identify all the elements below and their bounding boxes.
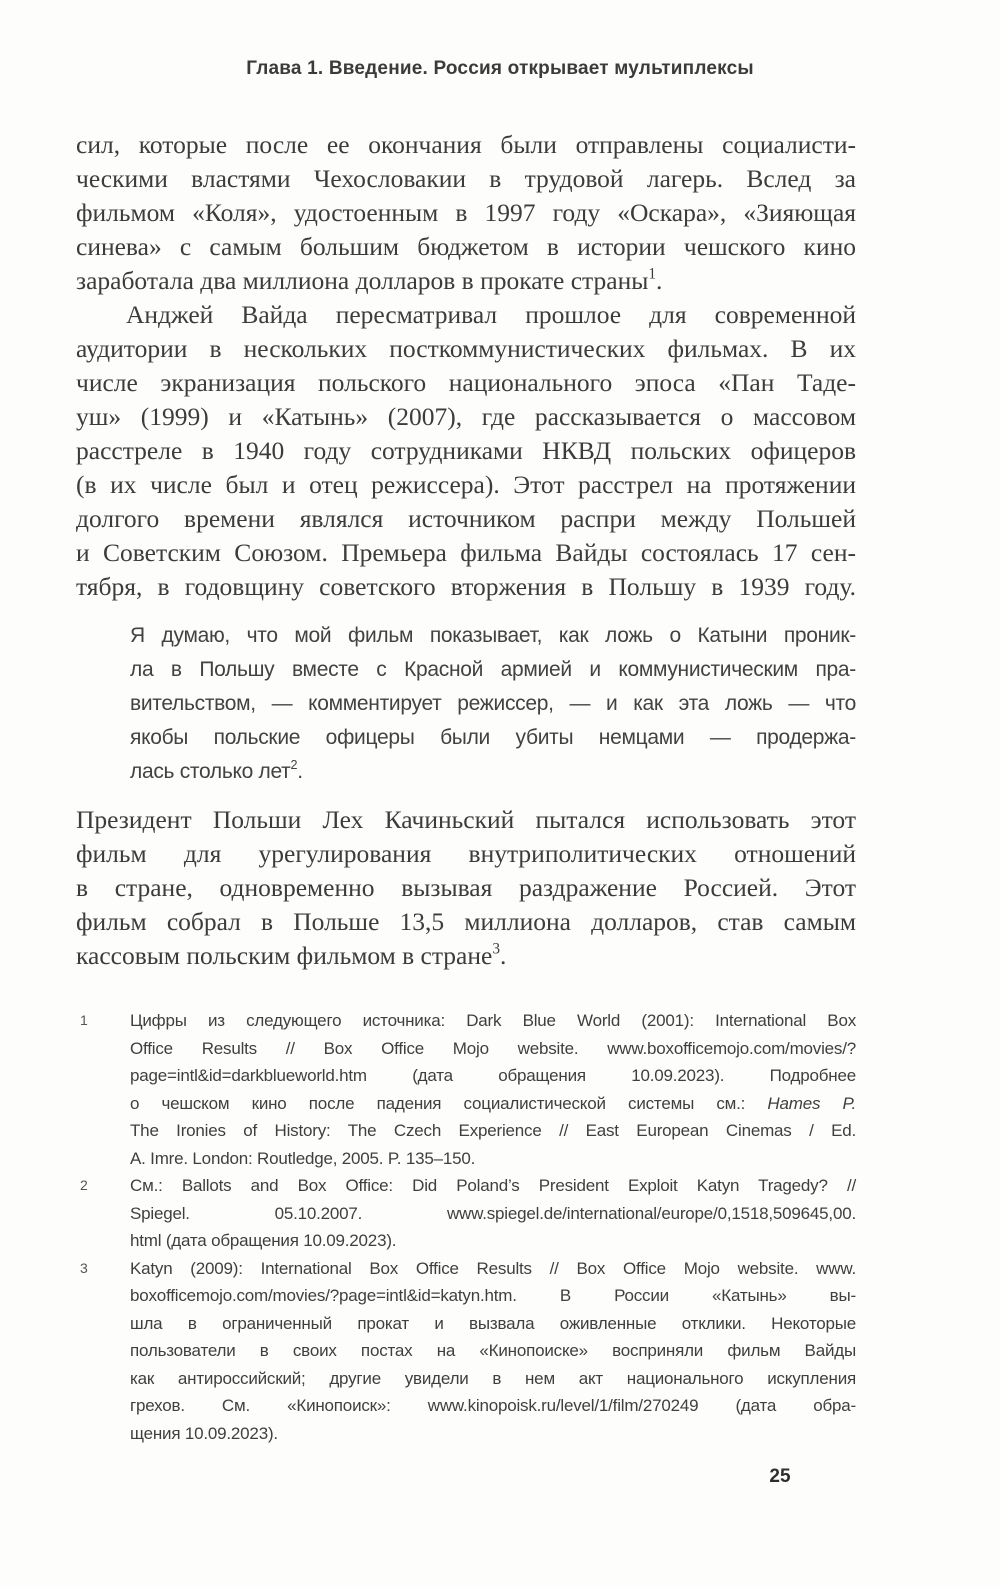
text-line: фильмом «Коля», удостоенным в 1997 году «Оскара», «Зияющая	[76, 198, 856, 227]
text-line: аудитории в нескольких посткоммунистических фильмах. В их	[76, 334, 856, 363]
footnote-line: Katyn (2009): International Box Office Results // Box Office Mojo website. www.	[130, 1258, 856, 1278]
footnote-ref-1[interactable]: 1	[648, 265, 657, 283]
paragraph-3	[76, 803, 856, 973]
footnote-1	[76, 1007, 856, 1172]
page-number: 25	[769, 1466, 791, 1487]
footnote-line: См.: Ballots and Box Office: Did Poland’s President Exploit Katyn Tragedy? //	[130, 1176, 856, 1195]
quote-line: лась столько лет$^2$.	[130, 758, 303, 783]
footnote-line: page=intl&id=darkblueworld.htm (дата обращения 10.09.2023). Подробнее	[130, 1066, 856, 1085]
footnote-number: 1	[80, 1012, 88, 1028]
footnote-line: щения 10.09.2023).	[130, 1423, 278, 1443]
footnote-line: о чешском кино после падения социалистической системы см.: Hames P.	[130, 1093, 856, 1113]
text-line: заработала два миллиона долларов в прокате страны$^1$.	[76, 265, 663, 295]
footnote-line: грехов. См. «Кинопоиск»: www.kinopoisk.ru/level/1/film/270249 (дата обра-	[130, 1396, 856, 1415]
text-line: фильм для урегулирования внутриполитических отношений	[76, 839, 856, 868]
text-line: тября, в годовщину советского вторжения в Польшу в 1939 году.	[76, 572, 856, 601]
footnote-line: html (дата обращения 10.09.2023).	[130, 1231, 397, 1250]
running-head: Глава 1. Введение. Россия открывает мультиплексы	[246, 58, 754, 79]
footnote-line: A. Imre. London: Routledge, 2005. P. 135–150.	[130, 1148, 476, 1168]
quote-line: Я думаю, что мой фильм показывает, как ложь о Катыни проник-	[130, 624, 856, 647]
footnote-number: 3	[80, 1259, 88, 1276]
text-line: синева» с самым большим бюджетом в истории чешского кино	[76, 232, 856, 261]
footnote-line: как антироссийский; другие увидели в нем акт национального искупления	[130, 1368, 856, 1388]
text-line: кассовым польским фильмом в стране$^3$.	[76, 940, 507, 970]
footnote-line: boxofficemojo.com/movies/?page=intl&id=katyn.htm. В России «Катынь» вы-	[130, 1286, 856, 1305]
block-quote	[130, 619, 856, 789]
footnote-line: The Ironies of History: The Czech Experience // East European Cinemas / Ed.	[130, 1121, 856, 1140]
author-name: Hames P.	[767, 1093, 856, 1113]
footnote-ref-2[interactable]: 2	[290, 758, 298, 773]
footnote-3	[76, 1255, 856, 1448]
footnote-line: Spiegel. 05.10.2007. www.spiegel.de/international/europe/0,1518,509645,00.	[130, 1203, 856, 1223]
text-line: Анджей Вайда пересматривал прошлое для современной	[126, 300, 856, 329]
footnote-line: шла в ограниченный прокат и вызвала оживленные отклики. Некоторые	[130, 1313, 856, 1333]
paragraph-2	[76, 298, 856, 604]
footnote-number: 2	[80, 1177, 88, 1193]
paragraph-1	[76, 128, 856, 298]
text-line: сил, которые после ее окончания были отправлены социалисти-	[76, 130, 856, 159]
footnote-line: Office Results // Box Office Mojo website. www.boxofficemojo.com/movies/?	[130, 1038, 856, 1058]
text-line: Президент Польши Лех Качиньский пытался использовать этот	[76, 805, 856, 834]
text-line: фильм собрал в Польше 13,5 миллиона долларов, став самым	[76, 907, 856, 936]
text-line: и Советским Союзом. Премьера фильма Вайды состоялась 17 сен-	[76, 538, 856, 567]
text-line: в стране, одновременно вызывая раздражение Россией. Этот	[76, 873, 856, 902]
text-line: расстреле в 1940 году сотрудниками НКВД польских офицеров	[76, 436, 856, 465]
quote-line: вительством, — комментирует режиссер, — и как эта ложь — что	[130, 692, 856, 715]
text-line: ческими властями Чехословакии в трудовой лагерь. Вслед за	[76, 164, 856, 193]
footnote-line: пользователи в своих постах на «Кинопоиске» восприняли фильм Вайды	[130, 1341, 856, 1360]
quote-line: якобы польские офицеры были убиты немцами — продержа-	[130, 726, 856, 749]
text-line: уш» (1999) и «Катынь» (2007), где рассказывается о массовом	[76, 402, 856, 431]
text-line: (в их числе был и отец режиссера). Этот расстрел на протяжении	[76, 470, 856, 499]
text-line: долгого времени являлся источником распри между Польшей	[76, 504, 856, 533]
footnote-line: Цифры из следующего источника: Dark Blue World (2001): International Box	[130, 1011, 856, 1030]
footnote-ref-3[interactable]: 3	[492, 940, 500, 958]
text-line: числе экранизация польского национального эпоса «Пан Таде-	[76, 368, 856, 397]
quote-line: ла в Польшу вместе с Красной армией и коммунистическим пра-	[130, 658, 856, 681]
footnotes	[76, 1007, 856, 1447]
footnote-2	[76, 1172, 856, 1255]
